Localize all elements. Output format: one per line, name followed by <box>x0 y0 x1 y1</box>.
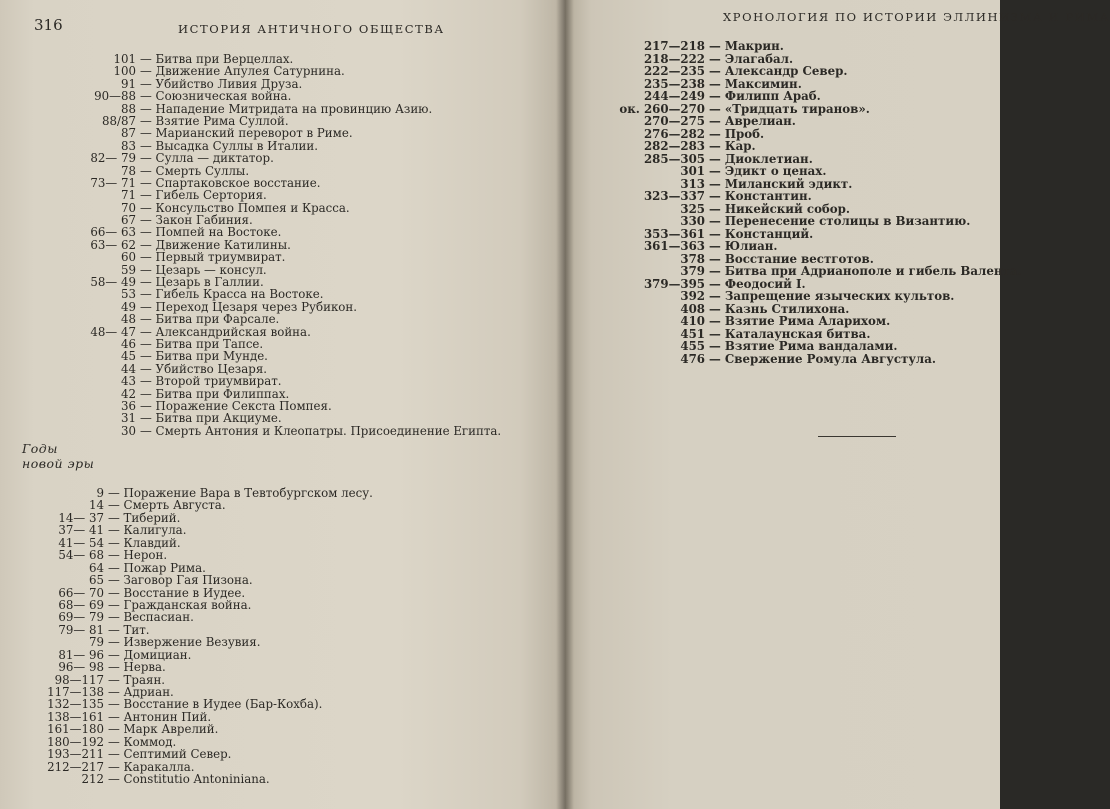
entry-years: 408 <box>680 301 705 316</box>
entry-years: 78 <box>120 163 136 178</box>
entry-event: — Битва при Мунде. <box>140 349 268 364</box>
entry-event: — Александр Север. <box>709 64 848 78</box>
entry-event: — Консульство Помпея и Красса. <box>140 200 350 215</box>
entry-event: — Каталаунская битва. <box>709 326 871 341</box>
entry-event: — Пожар Рима. <box>108 560 206 575</box>
entry-event: — Клавдий. <box>108 535 181 550</box>
entry-event: — Филипп Араб. <box>709 89 821 103</box>
entry-event: — Запрещение языческих культов. <box>709 289 955 303</box>
entry-event: — Битва при Филиппах. <box>140 386 290 401</box>
entry-years: 66— 70 <box>58 585 104 600</box>
entry-event: — Диоклетиан. <box>709 151 813 166</box>
entry-years: 161—180 <box>47 722 104 737</box>
right-page <box>565 0 1110 809</box>
entry-event: — Адриан. <box>108 685 174 699</box>
entry-years: 222—235 <box>643 64 705 78</box>
entry-years: 67 <box>120 213 136 228</box>
entry-event: — Гибель Красса на Востоке. <box>140 287 324 302</box>
entry-event: — Нерва. <box>108 660 166 675</box>
entry-years: 392 <box>680 289 705 303</box>
entry-years: 361—363 <box>643 239 705 253</box>
entry-event: — Заговор Гая Пизона. <box>108 573 253 588</box>
entry-event: — Второй триумвират. <box>140 374 282 389</box>
entry-years: 14 <box>88 498 104 513</box>
entry-years: 217—218 <box>643 39 705 53</box>
entry-event: — Коммод. <box>108 734 177 749</box>
entry-event: — «Тридцать тиранов». <box>709 101 870 116</box>
entry-event: — Тит. <box>108 622 150 637</box>
entry-years: ок. 260—270 <box>619 101 705 116</box>
entry-event: — Смерть Суллы. <box>140 163 250 178</box>
entry-years: 36 <box>120 398 136 413</box>
entry-event: — Восстание в Иудее. <box>108 585 246 600</box>
entry-event: — Марк Аврелий. <box>108 722 219 737</box>
entry-years: 90—88 <box>94 89 136 104</box>
entry-years: 88/87 <box>102 113 136 128</box>
entry-event: — Битва при Акциуме. <box>140 411 282 426</box>
entry-years: 69— 79 <box>58 610 104 625</box>
entry-years: 212—217 <box>47 759 104 774</box>
entry-years: 49 <box>120 299 136 314</box>
entry-years: 117—138 <box>47 685 104 699</box>
entry-years: 14— 37 <box>58 510 104 525</box>
entry-event: — Септимий Север. <box>108 747 232 762</box>
entry-years: 82— 79 <box>90 151 136 166</box>
entry-years: 378 <box>680 251 705 266</box>
entry-event: — Калигула. <box>108 523 187 538</box>
entry-years: 81— 96 <box>58 647 104 662</box>
entry-years: 212 <box>81 772 104 787</box>
entry-event: — Цезарь в Галлии. <box>140 275 264 290</box>
entry-event: — Взятие Рима Суллой. <box>140 113 289 128</box>
entry-years: 31 <box>120 411 136 426</box>
entry-event: — Закон Габиния. <box>140 213 253 228</box>
entry-years: 43 <box>120 374 136 389</box>
book-gutter <box>556 0 574 809</box>
end-rule <box>818 436 896 437</box>
entry-years: 323—337 <box>643 189 705 203</box>
entry-event: — Constitutio Antoniniana. <box>108 772 270 787</box>
entry-years: 193—211 <box>47 747 104 762</box>
entry-event: — Эдикт о ценах. <box>709 164 827 178</box>
entry-event: — Элагабал. <box>709 51 794 66</box>
entry-years: 48— 47 <box>90 324 136 339</box>
entry-event: — Движение Апулея Сатурнина. <box>140 64 345 79</box>
entry-event: — Восстание вестготов. <box>709 251 874 266</box>
entry-event: — Максимин. <box>709 76 802 91</box>
entry-event: — Марианский переворот в Риме. <box>140 126 353 141</box>
entry-years: 66— 63 <box>90 225 136 240</box>
right-running-head: ХРОНОЛОГИЯ ПО ИСТОРИИ ЭЛЛИНИЗМА И РИМА <box>723 10 1110 24</box>
entry-event: — Гражданская война. <box>108 597 252 612</box>
entry-event: — Веспасиан. <box>108 610 194 625</box>
entry-years: 218—222 <box>643 51 705 66</box>
entry-event: — Траян. <box>108 672 166 687</box>
entry-years: 379 <box>680 264 705 278</box>
entry-event: — Переход Цезаря через Рубикон. <box>140 299 358 314</box>
entry-years: 98—117 <box>54 672 104 687</box>
entry-event: — Поражение Секста Помпея. <box>140 398 332 413</box>
entry-years: 41— 54 <box>58 535 104 550</box>
entry-years: 100 <box>113 64 136 79</box>
entry-years: 83 <box>120 138 136 153</box>
entry-event: — Движение Катилины. <box>140 237 291 252</box>
entry-event: — Смерть Августа. <box>108 498 226 513</box>
entry-years: 325 <box>680 201 705 216</box>
entry-years: 54— 68 <box>58 548 104 563</box>
entry-years: 244—249 <box>643 89 705 103</box>
entry-years: 70 <box>120 200 136 215</box>
entry-event: — Первый триумвират. <box>140 250 286 265</box>
entry-event: — Взятие Рима вандалами. <box>709 339 898 353</box>
entry-years: 138—161 <box>47 709 104 724</box>
entry-years: 44 <box>120 361 136 376</box>
entry-event: — Восстание в Иудее (Бар-Кохба). <box>108 697 323 712</box>
entry-event: — Высадка Суллы в Италии. <box>140 138 318 153</box>
entry-event: — Перенесение столицы в Византию. <box>709 214 971 228</box>
entry-event: — Цезарь — консул. <box>140 262 267 277</box>
entry-years: 87 <box>120 126 136 141</box>
entry-years: 68— 69 <box>58 597 104 612</box>
entry-event: — Битва при Адрианополе и гибель Валента. <box>709 264 1022 278</box>
entry-event: — Кар. <box>709 139 756 153</box>
era-heading-line1: Годы <box>22 441 58 456</box>
entry-years: 79— 81 <box>58 622 104 637</box>
entry-event: — Александрийская война. <box>140 324 311 339</box>
entry-event: — Нападение Митридата на провинцию Азию. <box>140 101 433 116</box>
entry-event: — Смерть Антония и Клеопатры. Присоединение Египта. <box>140 423 502 438</box>
entry-years: 353—361 <box>643 226 705 241</box>
entry-event: — Макрин. <box>709 39 784 53</box>
entry-years: 30 <box>120 423 136 438</box>
entry-event: — Сулла — диктатор. <box>140 151 274 166</box>
entry-years: 132—135 <box>47 697 104 712</box>
entry-years: 235—238 <box>643 76 705 91</box>
entry-event: — Нерон. <box>108 548 168 563</box>
entry-event: — Казнь Стилихона. <box>709 301 850 316</box>
entry-event: — Миланский эдикт. <box>709 176 853 191</box>
entry-years: 410 <box>680 314 705 328</box>
entry-years: 60 <box>120 250 136 265</box>
entry-event: — Спартаковское восстание. <box>140 175 321 190</box>
entry-years: 64 <box>88 560 104 575</box>
entry-event: — Никейский собор. <box>709 201 851 216</box>
left-running-head: ИСТОРИЯ АНТИЧНОГО ОБЩЕСТВА <box>178 22 445 36</box>
entry-years: 9 <box>96 486 104 500</box>
entry-event: — Константин. <box>709 189 812 203</box>
entry-years: 91 <box>120 76 136 91</box>
entry-event: — Юлиан. <box>709 239 778 253</box>
entry-years: 180—192 <box>47 734 104 749</box>
entry-years: 45 <box>120 349 136 364</box>
era-heading-line2: новой эры <box>22 456 95 471</box>
entry-years: 53 <box>120 287 136 302</box>
entry-years: 101 <box>113 52 136 66</box>
entry-years: 270—275 <box>643 114 705 128</box>
entry-event: — Проб. <box>709 126 765 141</box>
entry-event: — Поражение Вара в Тевтобургском лесу. <box>108 486 373 500</box>
entry-event: — Убийство Цезаря. <box>140 361 268 376</box>
entry-years: 313 <box>680 176 705 191</box>
entry-years: 285—305 <box>643 151 705 166</box>
entry-event: — Убийство Ливия Друза. <box>140 76 303 91</box>
entry-event: — Констанций. <box>709 226 814 241</box>
entry-years: 330 <box>680 214 705 228</box>
entry-years: 65 <box>88 573 104 588</box>
entry-event: — Битва при Фарсале. <box>140 312 280 327</box>
entry-years: 301 <box>680 164 705 178</box>
entry-years: 88 <box>120 101 136 116</box>
entry-event: — Союзническая война. <box>140 89 292 104</box>
entry-event: — Каракалла. <box>108 759 195 774</box>
entry-years: 63— 62 <box>90 237 136 252</box>
entry-years: 48 <box>120 312 136 327</box>
entry-event: — Взятие Рима Аларихом. <box>709 314 891 328</box>
entry-event: — Гибель Сертория. <box>140 188 267 203</box>
entry-years: 73— 71 <box>90 175 136 190</box>
entry-years: 58— 49 <box>90 275 136 290</box>
entry-years: 46 <box>120 336 136 351</box>
entry-event: — Помпей на Востоке. <box>140 225 282 240</box>
entry-event: — Свержение Ромула Августула. <box>709 351 936 366</box>
entry-years: 476 <box>680 351 705 366</box>
entry-years: 451 <box>680 326 705 341</box>
entry-event: — Битва при Тапсе. <box>140 336 264 351</box>
entry-event: — Феодосий I. <box>709 276 806 291</box>
entry-event: — Антонин Пий. <box>108 709 212 724</box>
entry-years: 79 <box>88 635 104 650</box>
entry-years: 59 <box>120 262 136 277</box>
entry-event: — Извержение Везувия. <box>108 635 261 650</box>
page-number: 316 <box>34 16 63 34</box>
entry-event: — Домициан. <box>108 647 192 662</box>
entry-years: 71 <box>120 188 136 203</box>
entry-years: 96— 98 <box>58 660 104 675</box>
entry-event: — Аврелиан. <box>709 114 796 128</box>
entry-years: 282—283 <box>643 139 705 153</box>
entry-years: 455 <box>680 339 705 353</box>
entry-years: 37— 41 <box>58 523 104 538</box>
era-heading <box>22 441 94 471</box>
entry-years: 276—282 <box>643 126 705 141</box>
entry-event: — Тиберий. <box>108 510 181 525</box>
entry-years: 379—395 <box>643 276 705 291</box>
entry-years: 42 <box>120 386 136 401</box>
entry-event: — Битва при Верцеллах. <box>140 52 294 66</box>
